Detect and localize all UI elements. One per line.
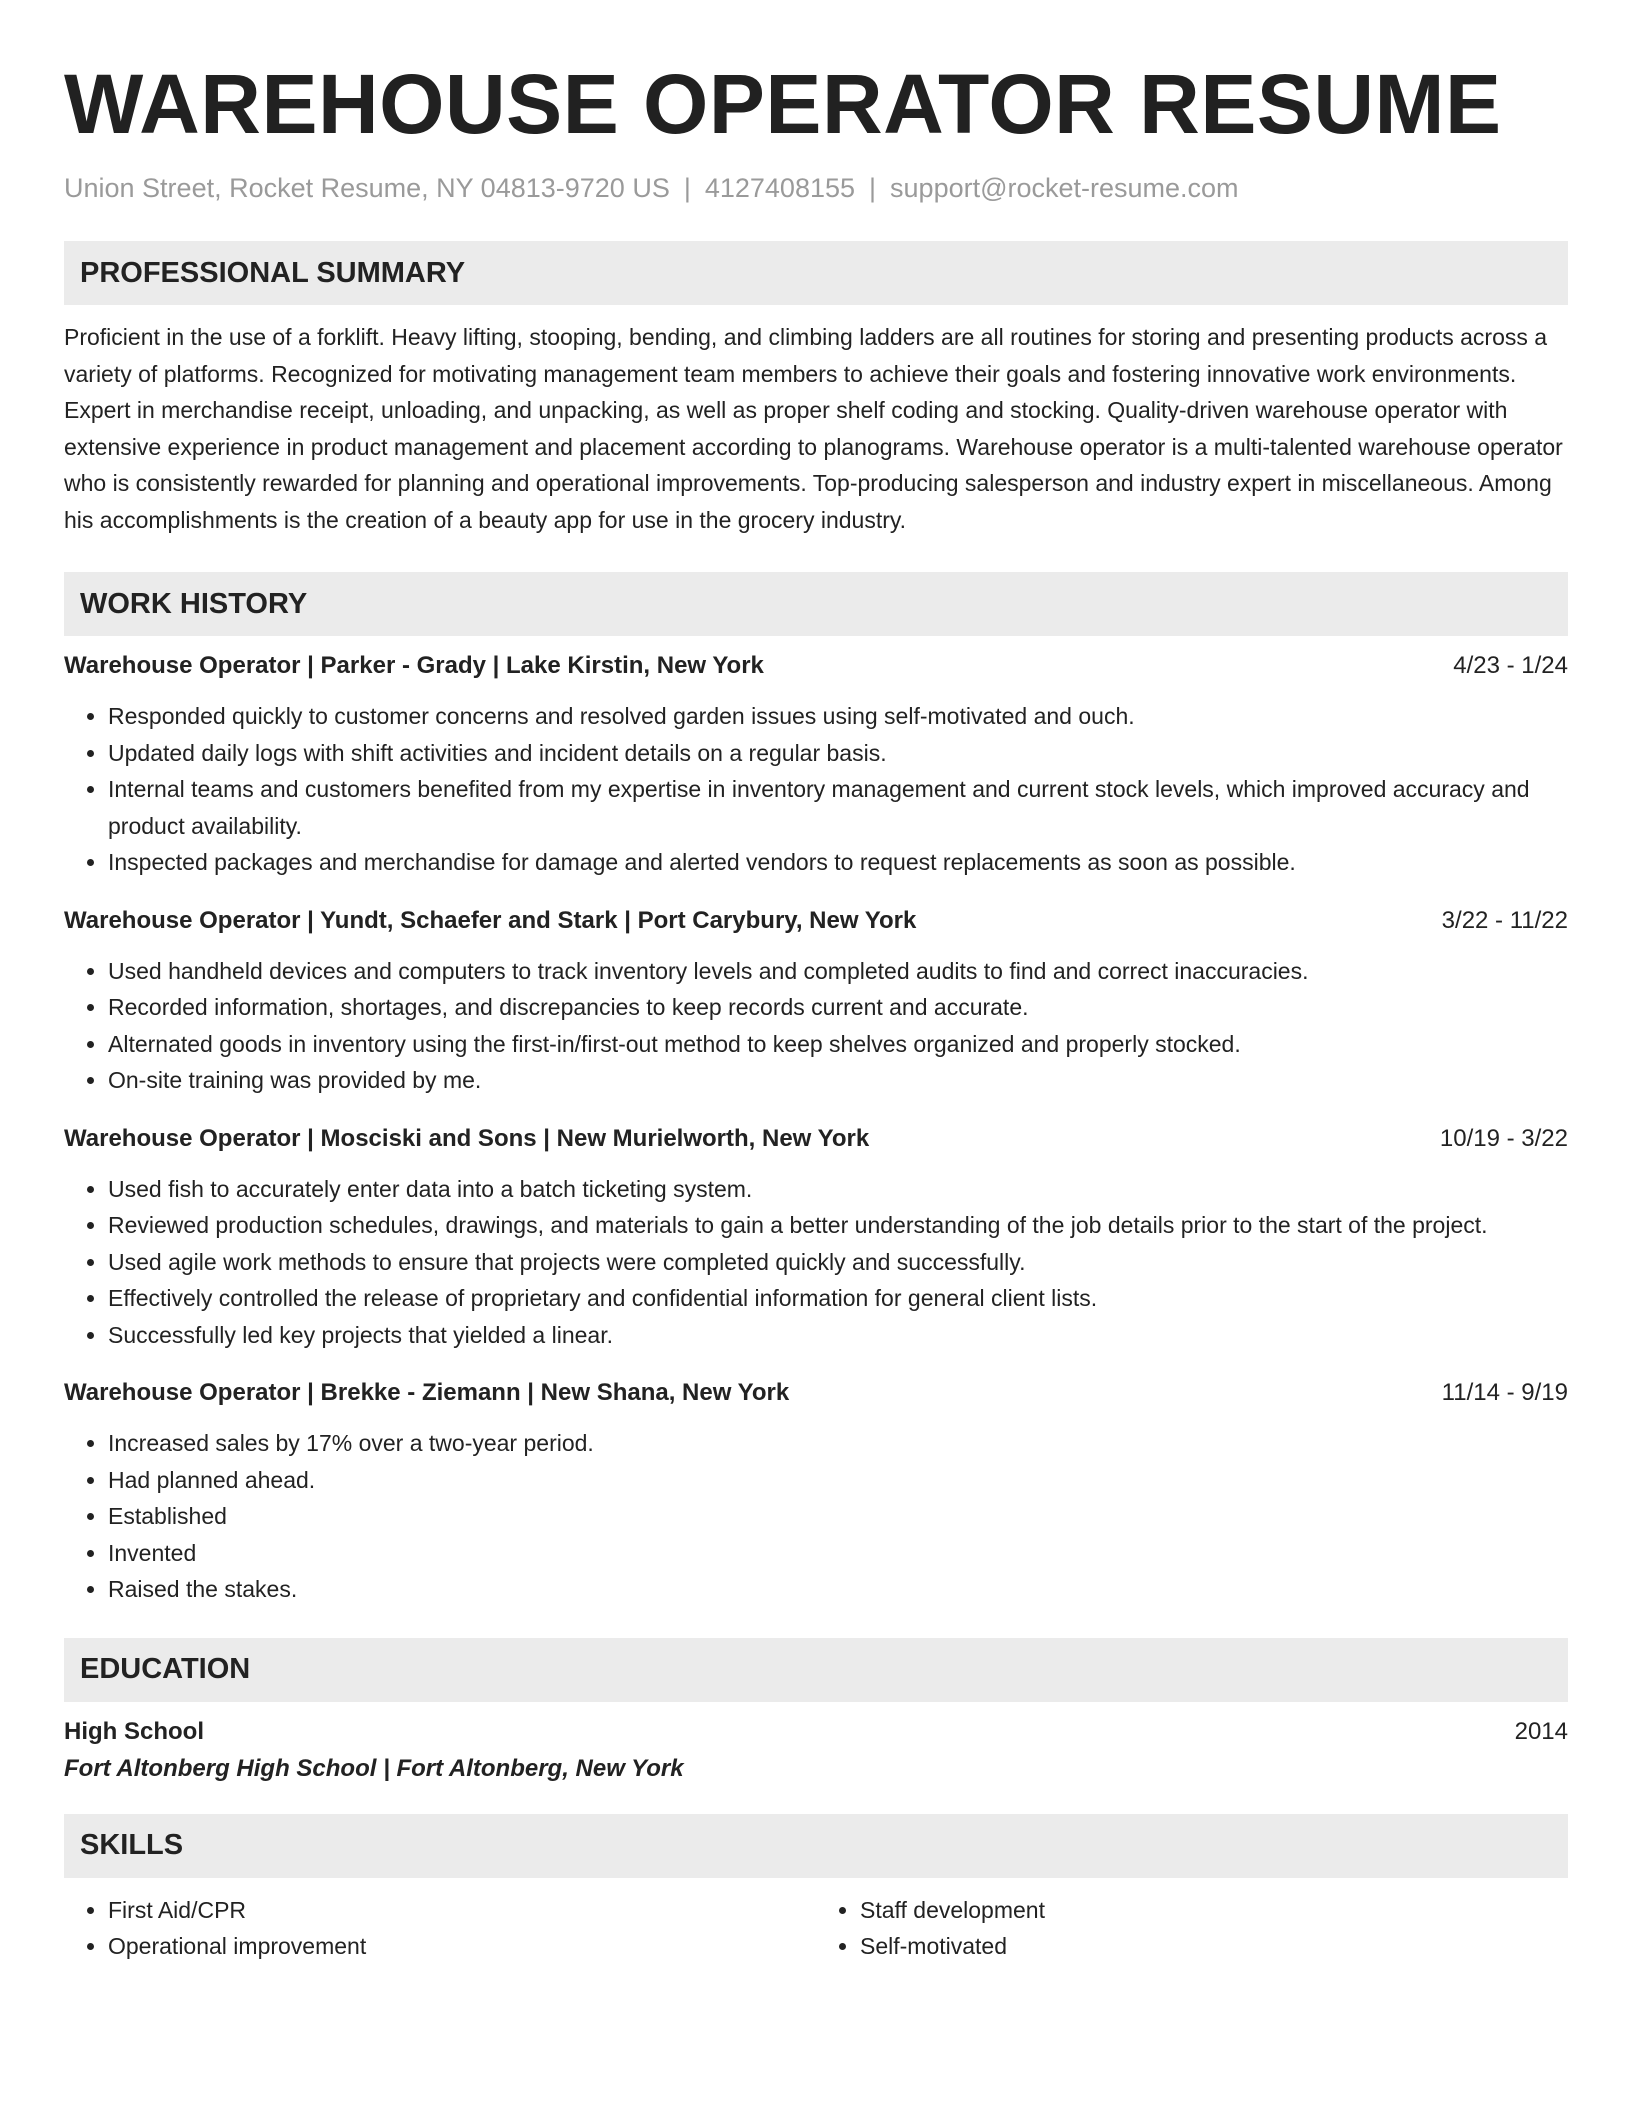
job-dates: 4/23 - 1/24 xyxy=(1453,652,1568,679)
list-item: • Increased sales by 17% over a two-year period. xyxy=(108,1425,1568,1462)
list-item: • Used handheld devices and computers to track inventory levels and completed audits to find and correct inaccuracies. xyxy=(108,953,1568,990)
section-header-skills: SKILLS xyxy=(64,1814,1568,1878)
job-bullets xyxy=(64,1171,1568,1354)
job-entry xyxy=(64,903,1568,1099)
contact-phone: 4127408155 xyxy=(704,173,856,203)
job-header xyxy=(64,1121,1568,1157)
contact-line xyxy=(64,170,1568,206)
list-item: • Used agile work methods to ensure that projects were completed quickly and successfully. xyxy=(108,1244,1568,1281)
list-item: • Internal teams and customers benefited from my expertise in inventory management and current stock levels, which improved accuracy and product availability. xyxy=(108,771,1568,844)
job-bullets xyxy=(64,698,1568,881)
contact-separator: | xyxy=(683,173,691,203)
section-header-work-history: WORK HISTORY xyxy=(64,572,1568,636)
contact-separator: | xyxy=(869,173,877,203)
resume-title: WAREHOUSE OPERATOR RESUME xyxy=(64,57,1502,151)
education-degree: High School xyxy=(64,1717,204,1745)
skills-list xyxy=(64,1892,1568,1965)
job-title: Warehouse Operator | Parker - Grady | Lake Kirstin, New York xyxy=(64,652,764,679)
job-title: Warehouse Operator | Mosciski and Sons | New Murielworth, New York xyxy=(64,1124,870,1152)
skill-item: • Staff development xyxy=(860,1892,1568,1929)
skills-column-left xyxy=(64,1892,816,1965)
list-item: • On-site training was provided by me. xyxy=(108,1062,1568,1099)
list-item: • Inspected packages and merchandise for damage and alerted vendors to request replacements as soon as possible. xyxy=(108,844,1568,881)
education-school: Fort Altonberg High School | Fort Altonberg, New York xyxy=(64,1754,684,1782)
job-bullets xyxy=(64,1425,1568,1608)
job-entry xyxy=(64,1375,1568,1608)
list-item: • Successfully led key projects that yielded a linear. xyxy=(108,1317,1568,1354)
list-item: • Established xyxy=(108,1498,1568,1535)
section-header-education: EDUCATION xyxy=(64,1638,1568,1702)
list-item: • Reviewed production schedules, drawings, and materials to gain a better understanding of the job details prior to the start of the project. xyxy=(108,1207,1568,1244)
job-title: Warehouse Operator | Yundt, Schaefer and Stark | Port Carybury, New York xyxy=(64,906,917,934)
job-dates: 3/22 - 11/22 xyxy=(1441,906,1568,934)
list-item: • Updated daily logs with shift activities and incident details on a regular basis. xyxy=(108,735,1568,772)
list-item: • Recorded information, shortages, and discrepancies to keep records current and accurate. xyxy=(108,989,1568,1026)
job-entry xyxy=(64,648,1568,881)
education-year: 2014 xyxy=(1514,1717,1568,1745)
job-entry xyxy=(64,1121,1568,1354)
skill-item: • Self-motivated xyxy=(860,1928,1568,1965)
list-item: • Effectively controlled the release of proprietary and confidential information for general client lists. xyxy=(108,1280,1568,1317)
section-header-summary: PROFESSIONAL SUMMARY xyxy=(64,241,1568,305)
skill-item: • First Aid/CPR xyxy=(108,1892,816,1929)
list-item: • Alternated goods in inventory using the first-in/first-out method to keep shelves organized and properly stocked. xyxy=(108,1026,1568,1063)
contact-address: Union Street, Rocket Resume, NY 04813-9720 US xyxy=(64,173,670,203)
contact-email: support@rocket-resume.com xyxy=(890,173,1239,203)
skill-item: • Operational improvement xyxy=(108,1928,816,1965)
job-dates: 11/14 - 9/19 xyxy=(1441,1379,1568,1406)
education-header xyxy=(64,1714,1568,1750)
job-header xyxy=(64,903,1568,939)
list-item: • Raised the stakes. xyxy=(108,1571,1568,1608)
list-item: • Invented xyxy=(108,1535,1568,1572)
job-dates: 10/19 - 3/22 xyxy=(1439,1124,1568,1152)
education-entry xyxy=(64,1714,1568,1788)
job-title: Warehouse Operator | Brekke - Ziemann | New Shana, New York xyxy=(64,1379,790,1406)
job-bullets xyxy=(64,953,1568,1099)
list-item: • Used fish to accurately enter data into a batch ticketing system. xyxy=(108,1171,1568,1208)
summary-text: Proficient in the use of a forklift. Heavy lifting, stooping, bending, and climbing ladders are all routines for storing and presenting products across a variety of platforms. Recognized for motivating management team members to achieve their goals and fostering innovative work environments. Expert in merchandise receipt, unloading, and unpacking, as well as proper shelf coding and stocking. Quality-driven warehouse operator with extensive experience in product management and placement according to planograms. Warehouse operator is a multi-talented warehouse operator who is consistently rewarded for planning and operational improvements. Top-producing salesperson and industry expert in miscellaneous. Among his accomplishments is the creation of a beauty app for use in the grocery industry. xyxy=(64,324,1563,533)
skills-column-right xyxy=(816,1892,1568,1965)
list-item: • Responded quickly to customer concerns and resolved garden issues using self-motivated and ouch. xyxy=(108,698,1568,735)
list-item: • Had planned ahead. xyxy=(108,1462,1568,1499)
job-header xyxy=(64,1375,1568,1411)
job-header xyxy=(64,648,1568,684)
